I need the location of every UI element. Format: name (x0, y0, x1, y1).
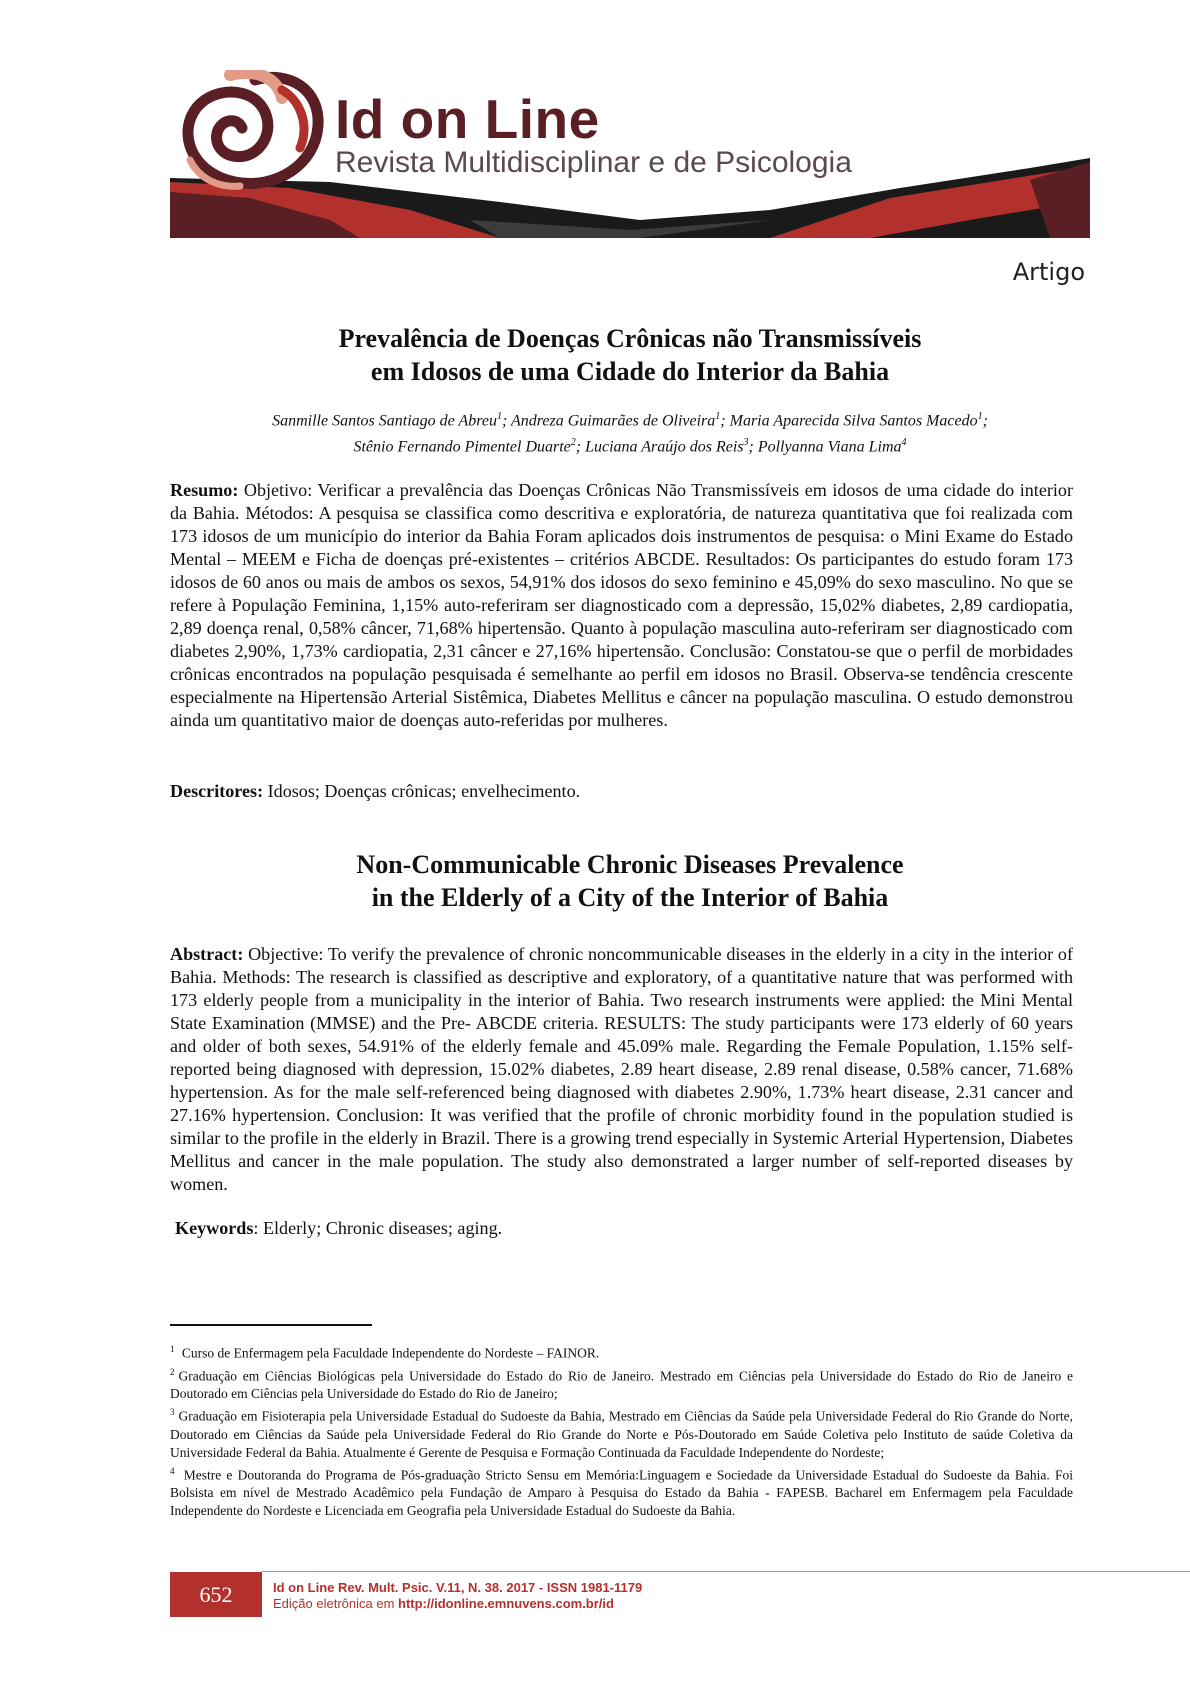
footnote (170, 1403, 1073, 1462)
author-line-1 (170, 406, 1090, 432)
author-separator: ; (748, 438, 758, 456)
footer-edition-line (273, 1596, 642, 1612)
descritores-paragraph (170, 780, 1073, 803)
author-name: Stênio Fernando Pimentel Duarte (353, 438, 571, 456)
footnotes (170, 1340, 1073, 1520)
page-number: 652 (170, 1572, 262, 1617)
footnote (170, 1340, 1073, 1363)
footer-edition-link[interactable]: http://idonline.emnuvens.com.br/id (398, 1596, 614, 1611)
title-english (170, 848, 1090, 914)
footnote-text: Mestre e Doutoranda do Programa de Pós-graduação Stricto Sensu em Memória:Linguagem e Sociedade da Universidade Estadual do Sudoeste da Bahia. Foi Bolsista em nível de Mestrado Acadêmico pela Fundação de Amparo à Pesquisa do Estado da Bahia - FAPESB. Bacharel em Enfermagem pela Faculdade Independente do Nordeste e Licenciada em Geografia pela Universidade Estadual do Sudoeste da Bahia. (170, 1467, 1073, 1518)
author-affiliation-mark: 3 (743, 437, 749, 449)
author-separator: ; (982, 412, 988, 430)
journal-title: Id on Line (335, 88, 600, 150)
title-portuguese-line2: em Idosos de uma Cidade do Interior da Bahia (370, 357, 890, 386)
author-separator: ; (720, 412, 730, 430)
footer-edition-prefix: Edição eletrônica em (273, 1596, 399, 1611)
title-english-line1: Non-Communicable Chronic Diseases Prevalence (356, 850, 904, 879)
resumo-text: Objetivo: Verificar a prevalência das Doenças Crônicas Não Transmissíveis em idosos de uma cidade do interior da Bahia. Métodos: A pesquisa se classifica como descritiva e exploratória, de natureza quantitativa que foi realizada com 173 idosos de um município do interior da Bahia Foram aplicados dois instrumentos de pesquisa: o Mini Exame do Estado Mental – MEEM e Ficha de doenças pré-existentes – critérios ABCDE. Resultados: Os participantes do estudo foram 173 idosos de 60 anos ou mais de ambos os sexos, 54,91% dos idosos do sexo feminino e 45,09% do sexo masculino. No que se refere à População Feminina, 1,15% auto-referiram ser diagnosticado com a depressão, 15,02% diabetes, 2,89 cardiopatia, 2,89 doença renal, 0,58% câncer, 71,68% hipertensão. Quanto à população masculina auto-referiram ser diagnosticado com diabetes 2,90%, 1,73% cardiopatia, 2,31 câncer e 27,16% hipertensão. Conclusão: Constatou-se que o perfil de morbidades crônicas encontrados na população pesquisada é semelhante ao perfil em idosos no Brasil. Observa-se tendência crescente especialmente na Hipertensão Arterial Sistêmica, Diabetes Mellitus e câncer na população masculina. O estudo demonstrou ainda um quantitativo maior de doenças auto-referidas por mulheres. (170, 480, 1073, 730)
resumo-paragraph (170, 479, 1073, 732)
author-name: Andreza Guimarães de Oliveira (511, 412, 716, 430)
author-affiliation-mark: 1 (496, 411, 502, 422)
footnote-number: 3 (170, 1407, 175, 1417)
footnote (170, 1462, 1073, 1521)
abstract-label: Abstract: (170, 944, 244, 964)
footnote-text: Curso de Enfermagem pela Faculdade Independente do Nordeste – FAINOR. (178, 1345, 600, 1361)
keywords-text: : Elderly; Chronic diseases; aging. (253, 1218, 503, 1238)
footnote-text: Graduação em Ciências Biológicas pela Universidade do Estado do Rio de Janeiro. Mestrado em Ciências pela Universidade do Estado do Rio de Janeiro e Doutorado em Ciências pela Universidade do Estado do Rio de Janeiro; (170, 1368, 1073, 1401)
keywords-label: Keywords (175, 1218, 254, 1238)
author-affiliation-mark: 1 (977, 411, 983, 422)
author-affiliation-mark: 1 (715, 411, 721, 422)
abstract-text: Objective: To verify the prevalence of chronic noncommunicable diseases in the elderly in a city in the interior of Bahia. Methods: The research is classified as descriptive and exploratory, of a quantitative nature that was performed with 173 elderly people from a municipality in the interior of Bahia. Two research instruments were applied: the Mini Mental State Examination (MMSE) and the Pre- ABCDE criteria. RESULTS: The study participants were 173 elderly of 60 years and older of both sexes, 54.91% of the elderly female and 45.09% male. Regarding the Female Population, 1.15% self-reported being diagnosed with depression, 15.02% diabetes, 2.89 heart disease, 2.89 renal disease, 0.58% cancer, 71.68% hypertension. As for the male self-referenced being diagnosed with diabetes 2.90%, 1.73% heart disease, 2.31 cancer and 27.16% hypertension. Conclusion: It was verified that the profile of chronic morbidity found in the population studied is similar to the profile in the elderly in Brazil. There is a growing trend especially in Systemic Arterial Hypertension, Diabetes Mellitus and cancer in the male population. The study also demonstrated a larger number of self-reported diseases by women. (170, 944, 1073, 1194)
author-name: Pollyanna Viana Lima (757, 438, 902, 456)
footer-rule (262, 1571, 1190, 1572)
abstract-paragraph (170, 943, 1073, 1196)
author-line-2 (170, 432, 1090, 458)
author-affiliation-mark: 2 (570, 437, 576, 449)
title-english-line2: in the Elderly of a City of the Interior of Bahia (371, 883, 889, 912)
footnote-number: 1 (170, 1344, 175, 1354)
author-separator: ; (501, 412, 512, 430)
keywords-paragraph (175, 1217, 1078, 1240)
resumo-label: Resumo: (170, 480, 239, 500)
footer-journal-line: Id on Line Rev. Mult. Psic. V.11, N. 38. 2017 - ISSN 1981-1179 (273, 1580, 643, 1595)
author-name: Maria Aparecida Silva Santos Macedo (729, 412, 978, 430)
author-name: Sanmille Santos Santiago de Abreu (272, 412, 497, 430)
title-portuguese-line1: Prevalência de Doenças Crônicas não Transmissíveis (338, 324, 922, 353)
footnote-number: 2 (170, 1366, 175, 1377)
journal-banner (170, 70, 1090, 240)
author-separator: ; (575, 438, 586, 456)
footnote-number: 4 (170, 1465, 175, 1476)
descritores-text: Idosos; Doenças crônicas; envelhecimento. (263, 781, 581, 801)
spiral-logo-icon (188, 73, 318, 186)
footnote (170, 1363, 1073, 1404)
author-affiliation-mark: 4 (901, 437, 907, 449)
article-type-label: Artigo (1012, 258, 1085, 286)
descritores-label: Descritores: (170, 781, 264, 801)
footer-citation (273, 1580, 642, 1612)
author-list (170, 406, 1090, 459)
journal-subtitle: Revista Multidisciplinar e de Psicologia (335, 146, 852, 179)
author-name: Luciana Araújo dos Reis (585, 438, 744, 456)
footnote-text: Graduação em Fisioterapia pela Universidade Estadual do Sudoeste da Bahia, Mestrado em Ciências da Saúde pela Universidade Federal do Rio Grande do Norte, Doutorado em Ciências da Saúde pela Universidade Federal do Rio Grande do Norte e Pós-Doutorado em Saúde Coletiva pelo Instituto de saúde Coletiva da Universidade Federal da Bahia. Atualmente é Gerente de Pesquisa e Formação Continuada da Faculdade Independente do Nordeste; (170, 1408, 1073, 1460)
title-portuguese (170, 322, 1090, 388)
footnote-separator (170, 1324, 372, 1326)
